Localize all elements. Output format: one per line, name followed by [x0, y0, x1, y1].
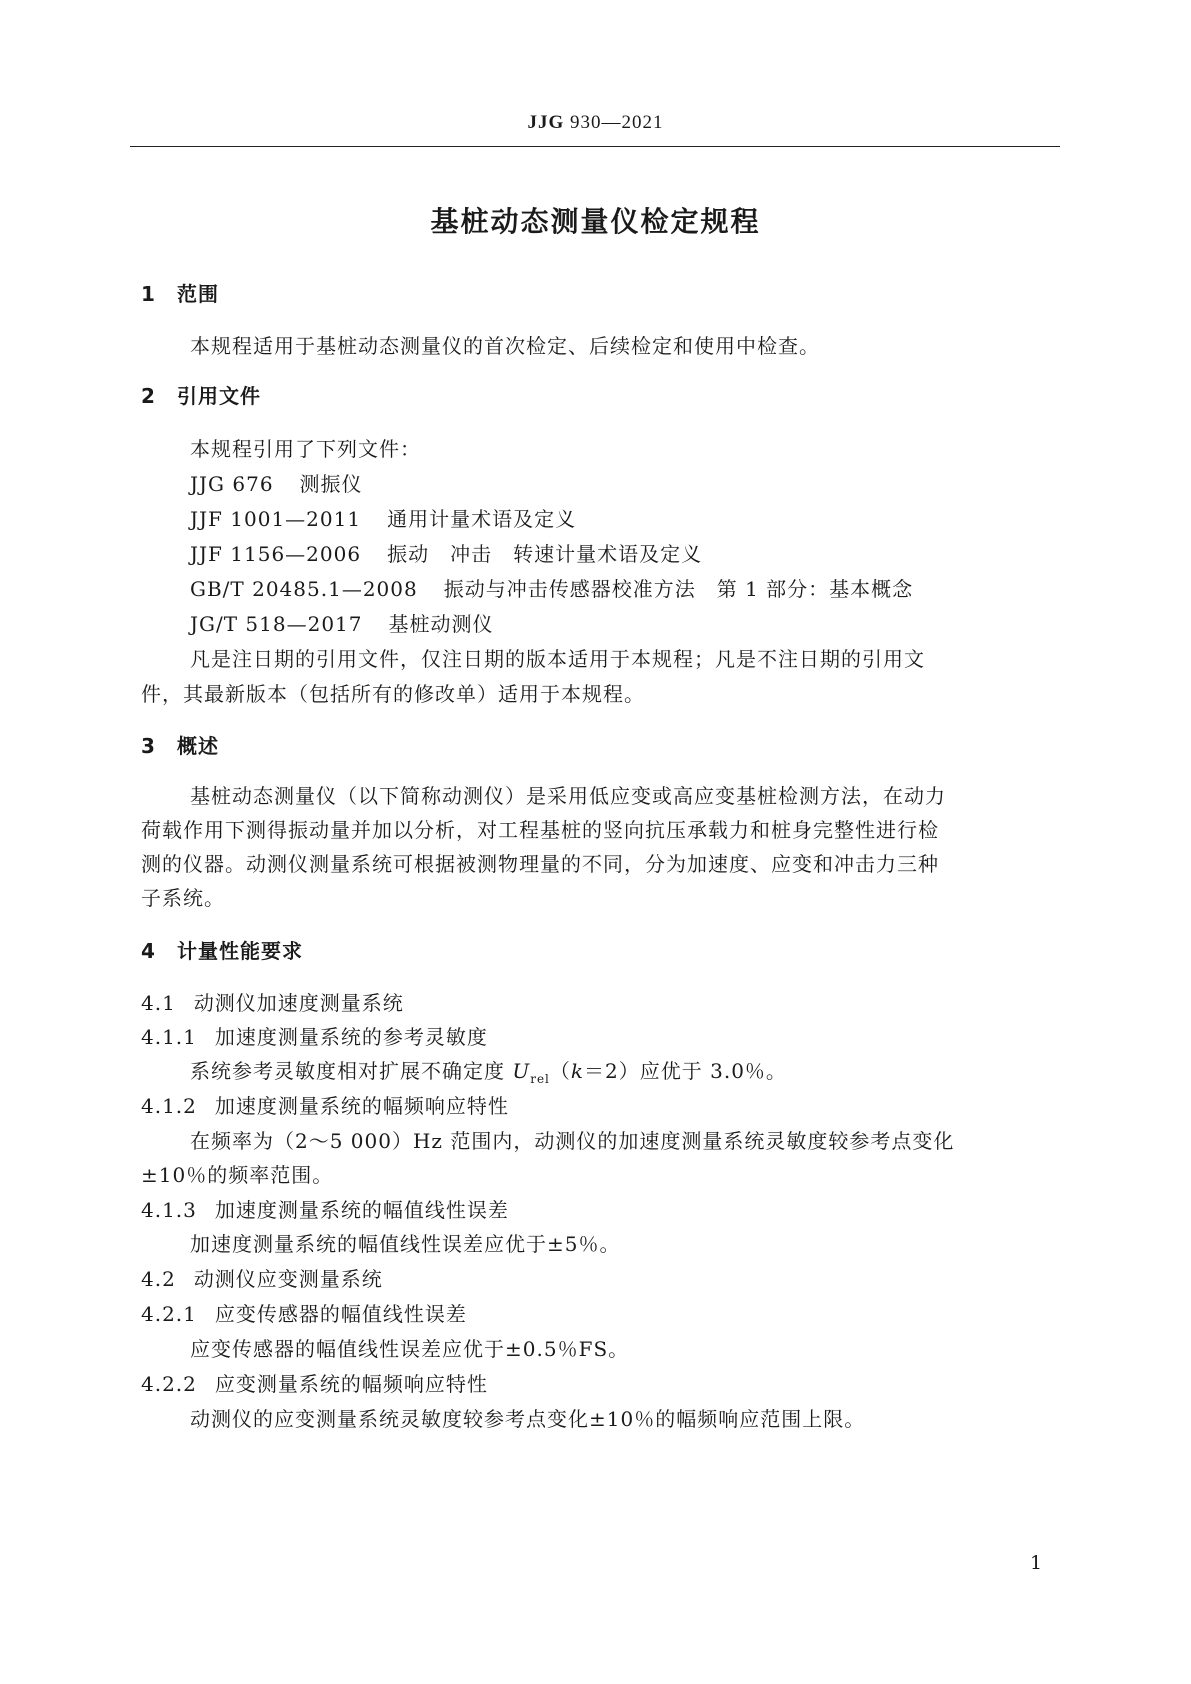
overview-line: 测的仪器。动测仪测量系统可根据被测物理量的不同，分为加速度、应变和冲击力三种 [141, 852, 939, 876]
clause-number: 4.1 [141, 991, 176, 1015]
clause-number: 4.1.1 [141, 1025, 197, 1049]
header-rule [130, 146, 1060, 147]
ref-item [190, 503, 576, 532]
ref-name: 振动 冲击 转速计量术语及定义 [387, 542, 703, 566]
running-header [0, 112, 1191, 134]
ref-code: JJF 1001—2011 [190, 507, 362, 531]
clause-number: 4.2.2 [141, 1372, 197, 1396]
ref-name: 通用计量术语及定义 [387, 507, 577, 531]
text-part: （ [549, 1059, 571, 1083]
section-3-heading [141, 730, 219, 759]
ref-code: JG/T 518—2017 [190, 612, 363, 636]
ref-item [190, 468, 363, 497]
clause-4-1-1 [141, 1021, 488, 1050]
overview-line: 基桩动态测量仪（以下简称动测仪）是采用低应变或高应变基桩检测方法，在动力 [190, 784, 946, 808]
section-2-heading [141, 380, 261, 409]
clause-number: 4.1.2 [141, 1094, 197, 1118]
uncertainty-symbol: U [512, 1059, 531, 1083]
section-title: 概述 [177, 734, 219, 758]
uncertainty-subscript: rel [530, 1072, 550, 1086]
text-part: ＝2）应优于 3.0％。 [584, 1059, 787, 1083]
section-number: 3 [141, 734, 156, 758]
section-number: 1 [141, 282, 156, 306]
clause-title: 动测仪加速度测量系统 [193, 991, 404, 1015]
page-number: 1 [1030, 1552, 1043, 1574]
ref-item [190, 573, 913, 602]
ref-code: JJG 676 [190, 472, 274, 496]
clause-number: 4.2.1 [141, 1302, 197, 1326]
text-part: 系统参考灵敏度相对扩展不确定度 [190, 1059, 513, 1083]
clause-title: 应变传感器的幅值线性误差 [214, 1302, 467, 1326]
clause-4-1-3 [141, 1194, 509, 1223]
overview-line: 荷载作用下测得振动量并加以分析，对工程基桩的竖向抗压承载力和桩身完整性进行检 [141, 818, 939, 842]
clause-4-2-1 [141, 1298, 467, 1327]
section-title: 引用文件 [177, 384, 261, 408]
clause-4-1-2-text: ±10％的频率范围。 [141, 1163, 334, 1187]
overview-line: 子系统。 [141, 886, 225, 910]
header-code-number: 930—2021 [570, 112, 664, 133]
ref-name: 振动与冲击传感器校准方法 第 1 部分：基本概念 [443, 577, 914, 601]
clause-4-2-2-text: 动测仪的应变测量系统灵敏度较参考点变化±10％的幅频响应范围上限。 [190, 1407, 866, 1431]
clause-number: 4.2 [141, 1267, 176, 1291]
section-title: 计量性能要求 [177, 939, 303, 963]
clause-4-1-2-text: 在频率为（2～5 000）Hz 范围内，动测仪的加速度测量系统灵敏度较参考点变化 [190, 1129, 955, 1153]
clause-4-1-3-text: 加速度测量系统的幅值线性误差应优于±5％。 [190, 1232, 621, 1256]
ref-code: GB/T 20485.1—2008 [190, 577, 418, 601]
clause-4-2 [141, 1263, 383, 1292]
clause-number: 4.1.3 [141, 1198, 197, 1222]
ref-item [190, 538, 702, 567]
section-title: 范围 [177, 282, 219, 306]
refs-note-line: 件，其最新版本（包括所有的修改单）适用于本规程。 [141, 682, 645, 706]
clause-title: 应变测量系统的幅频响应特性 [214, 1372, 488, 1396]
section-1-heading [141, 278, 219, 307]
document-title: 基桩动态测量仪检定规程 [430, 205, 761, 238]
clause-title: 动测仪应变测量系统 [193, 1267, 383, 1291]
clause-title: 加速度测量系统的参考灵敏度 [214, 1025, 488, 1049]
coverage-factor-symbol: k [570, 1059, 585, 1083]
ref-name: 基桩动测仪 [388, 612, 494, 636]
ref-item [190, 608, 494, 637]
section-4-heading [141, 935, 303, 964]
clause-4-1 [141, 987, 404, 1016]
section-number: 2 [141, 384, 156, 408]
clause-4-2-2 [141, 1368, 488, 1397]
clause-4-1-1-text [190, 1055, 787, 1086]
clause-title: 加速度测量系统的幅值线性误差 [214, 1198, 509, 1222]
ref-name: 测振仪 [299, 472, 363, 496]
refs-intro: 本规程引用了下列文件： [190, 437, 421, 461]
header-code-prefix: JJG [527, 112, 565, 133]
clause-title: 加速度测量系统的幅频响应特性 [214, 1094, 509, 1118]
section-1-text: 本规程适用于基桩动态测量仪的首次检定、后续检定和使用中检查。 [190, 334, 820, 358]
clause-4-2-1-text: 应变传感器的幅值线性误差应优于±0.5％FS。 [190, 1337, 630, 1361]
ref-code: JJF 1156—2006 [190, 542, 362, 566]
clause-4-1-2 [141, 1090, 509, 1119]
refs-note-line: 凡是注日期的引用文件，仅注日期的版本适用于本规程；凡是不注日期的引用文 [190, 647, 925, 671]
section-number: 4 [141, 939, 156, 963]
